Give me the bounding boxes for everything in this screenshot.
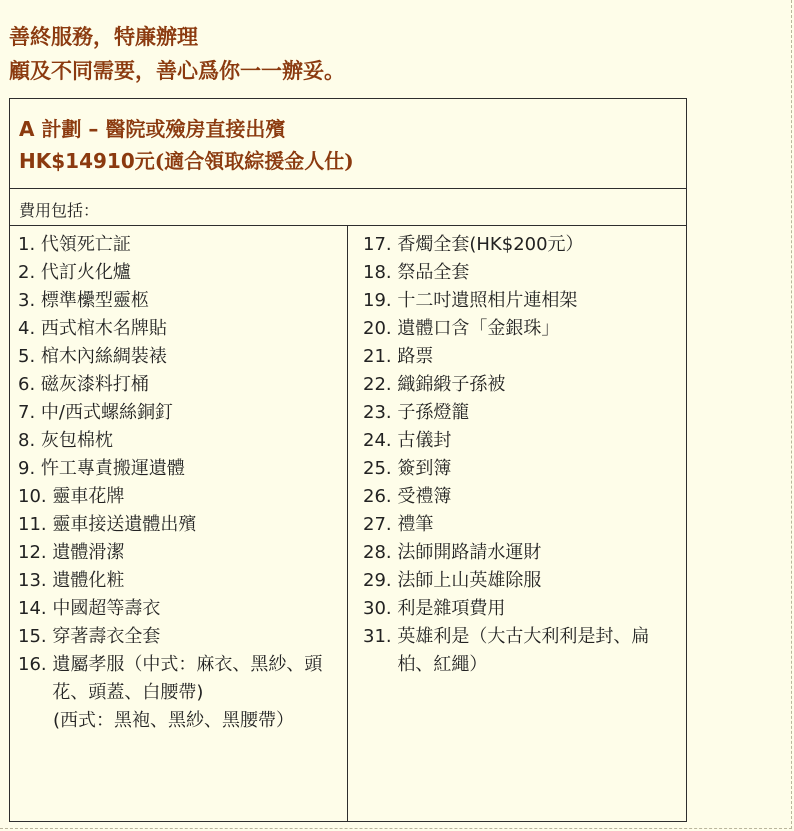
intro-line-2: 顧及不同需要，善心爲你一一辦妥。 (9, 58, 345, 83)
item-text: 受禮簿 (397, 486, 452, 507)
items-columns (10, 226, 686, 821)
plan-title: A 計劃 – 醫院或殮房直接出殯 (19, 117, 286, 141)
item-number: 18. (363, 262, 392, 283)
list-item (363, 623, 686, 679)
list-item (363, 539, 686, 567)
item-16-western-note: (西式：黑袍、黑紗、黑腰帶） (53, 710, 295, 731)
list-item (18, 427, 347, 455)
list-item (18, 455, 347, 483)
item-text: 代訂火化爐 (40, 262, 131, 283)
list-item (18, 567, 347, 595)
items-column-left (10, 226, 348, 821)
list-item (18, 399, 347, 427)
item-text: 西式棺木名牌貼 (40, 318, 167, 339)
items-column-right (348, 226, 686, 821)
intro-text (9, 20, 345, 88)
list-item (363, 455, 686, 483)
item-text: 織錦緞子孫被 (397, 374, 506, 395)
item-number: 7. (18, 402, 36, 423)
item-number: 30. (363, 598, 392, 619)
item-number: 19. (363, 290, 392, 311)
list-item (363, 399, 686, 427)
item-text: 香燭全套(HK$200元） (397, 234, 584, 255)
item-text: 古儀封 (397, 430, 452, 451)
list-item (363, 371, 686, 399)
item-text: 簽到簿 (397, 458, 452, 479)
list-item (18, 315, 347, 343)
item-number: 14. (18, 598, 47, 619)
item-text: 英雄利是（大古大利利是封、扁柏、紅繩） (397, 626, 650, 675)
item-text: 法師開路請水運財 (397, 542, 542, 563)
list-item (363, 315, 686, 343)
item-text: 路票 (397, 346, 434, 367)
item-number: 17. (363, 234, 392, 255)
item-number: 15. (18, 626, 47, 647)
item-number: 5. (18, 346, 36, 367)
item-text: 中國超等壽衣 (52, 598, 161, 619)
item-text: 穿著壽衣全套 (52, 626, 161, 647)
item-text: 標準欙型靈柩 (40, 290, 149, 311)
item-number: 20. (363, 318, 392, 339)
item-number: 13. (18, 570, 47, 591)
item-text: 遺體口含「金銀珠」 (397, 318, 560, 339)
list-item (18, 623, 347, 651)
item-text: 子孫燈籠 (397, 402, 470, 423)
plan-header (10, 99, 686, 189)
list-item (18, 343, 347, 371)
list-item (363, 231, 686, 259)
item-text: 十二吋遺照相片連相架 (397, 290, 578, 311)
item-number: 10. (18, 486, 47, 507)
item-text: 中/西式螺絲銅釘 (40, 402, 173, 423)
list-item (18, 539, 347, 567)
plan-a-table (9, 98, 687, 822)
item-number: 28. (363, 542, 392, 563)
item-text: 利是雜項費用 (397, 598, 506, 619)
item-text: 代領死亡証 (40, 234, 131, 255)
item-number: 27. (363, 514, 392, 535)
item-number: 23. (363, 402, 392, 423)
list-item (18, 231, 347, 259)
list-item (363, 595, 686, 623)
item-number: 9. (18, 458, 36, 479)
list-item (363, 343, 686, 371)
list-item (18, 371, 347, 399)
plan-price (19, 145, 686, 177)
item-number: 26. (363, 486, 392, 507)
item-text: 遺屬孝服（中式：麻衣、黑紗、頭花、頭蓋、白腰帶) (52, 654, 323, 703)
list-item (363, 567, 686, 595)
item-number: 6. (18, 374, 36, 395)
item-text: 遺體滑潔 (52, 542, 125, 563)
item-number: 8. (18, 430, 36, 451)
list-item (363, 511, 686, 539)
list-item (18, 483, 347, 511)
item-text: 祭品全套 (397, 262, 470, 283)
intro-line-1: 善終服務，特廉辦理 (9, 24, 198, 49)
item-text: 遺體化粧 (52, 570, 125, 591)
item-number: 31. (363, 626, 392, 647)
item-text: 棺木內絲綢裝裱 (40, 346, 167, 367)
item-number: 24. (363, 430, 392, 451)
list-item (363, 427, 686, 455)
list-item (18, 595, 347, 623)
item-text: 靈車花牌 (52, 486, 125, 507)
list-item (363, 483, 686, 511)
plan-price-amount: HK$14910 (19, 149, 135, 173)
item-number: 16. (18, 654, 47, 675)
item-text: 靈車接送遺體出殯 (52, 514, 197, 535)
item-text: 禮筆 (397, 514, 434, 535)
item-text: 法師上山英雄除服 (397, 570, 542, 591)
item-number: 1. (18, 234, 36, 255)
item-text: 灰包棉枕 (40, 430, 113, 451)
item-number: 29. (363, 570, 392, 591)
includes-label: 費用包括： (10, 189, 686, 226)
item-number: 11. (18, 514, 47, 535)
item-number: 3. (18, 290, 36, 311)
item-number: 25. (363, 458, 392, 479)
item-number: 4. (18, 318, 36, 339)
list-item (18, 259, 347, 287)
plan-price-note: 元(適合領取綜援金人仕) (134, 149, 354, 173)
item-text: 忤工專責搬運遺體 (40, 458, 185, 479)
item-number: 22. (363, 374, 392, 395)
list-item (363, 287, 686, 315)
list-item (363, 259, 686, 287)
list-item (18, 511, 347, 539)
item-number: 21. (363, 346, 392, 367)
item-number: 12. (18, 542, 47, 563)
item-number: 2. (18, 262, 36, 283)
list-item (18, 287, 347, 315)
item-text: 磁灰漆料打桶 (40, 374, 149, 395)
list-item (18, 651, 347, 707)
